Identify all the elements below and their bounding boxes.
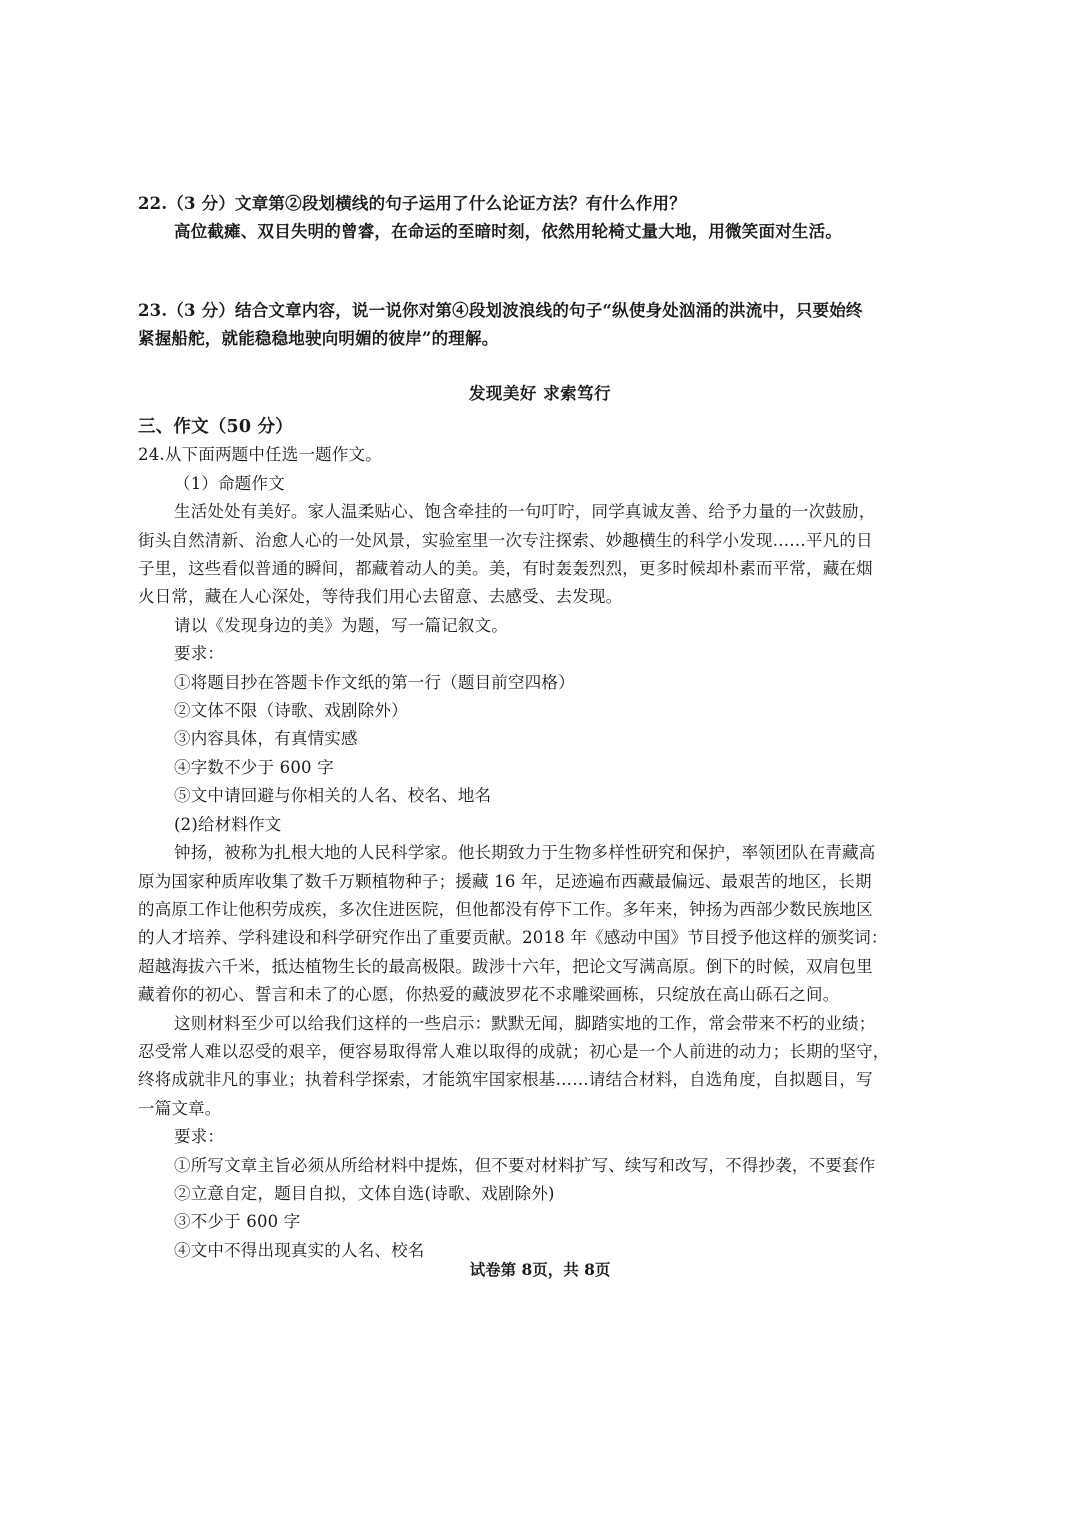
option-1-material: [138, 498, 938, 612]
question-23-line-1: 23.（3 分）结合文章内容，说一说你对第④段划波浪线的句子“纵使身处汹涌的洪流中，只要始终: [138, 301, 863, 320]
page-footer: 试卷第 8页，共 8页: [469, 1260, 611, 1279]
option-2-material-line: 原为国家种质库收集了数千万颗植物种子；援藏 16 年，足迹遍布西藏最偏远、最艰苦的地区，长期: [138, 871, 872, 891]
option-1-material-line: 子里，这些看似普通的瞬间，都藏着动人的美。美，有时轰轰烈烈，更多时候却朴素而平常，藏在烟: [138, 559, 873, 579]
option-2-prompt-line: 一篇文章。: [138, 1098, 222, 1118]
question-22-quote: 高位截瘫、双目失明的曾睿，在命运的至暗时刻，依然用轮椅丈量大地，用微笑面对生活。: [174, 222, 842, 242]
option-2-prompt-line: 忍受常人难以忍受的艰辛，便容易取得常人难以取得的成就；初心是一个人前进的动力；长期的坚守，: [138, 1041, 890, 1061]
option-2-material-line: 钟扬，被称为扎根大地的人民科学家。他长期致力于生物多样性研究和保护，率领团队在青藏高: [174, 843, 876, 863]
option-2-requirement: ④文中不得出现真实的人名、校名: [174, 1240, 425, 1260]
option-2-material: [138, 839, 938, 1009]
composition-heading: 三、作文（50 分）: [138, 417, 293, 437]
option-2-requirement: ③不少于 600 字: [174, 1212, 301, 1232]
option-2-requirement: ②立意自定，题目自拟，文体自选(诗歌、戏剧除外): [174, 1183, 555, 1203]
option-2-material-line: 超越海拔六千米，抵达植物生长的最高极限。跋涉十六年，把论文写满高原。倒下的时候，双肩包里: [138, 956, 873, 976]
option-2-requirement: ①所写文章主旨必须从所给材料中提炼，但不要对材料扩写、续写和改写，不得抄袭，不要套作: [174, 1155, 876, 1175]
option-1-requirement: ④字数不少于 600 字: [174, 757, 334, 777]
question-24: 24.从下面两题中任选一题作文。: [138, 445, 382, 465]
question-23-line-2: 紧握船舵，就能稳稳地驶向明媚的彼岸”的理解。: [138, 329, 499, 349]
section-title: 发现美好 求索笃行: [468, 384, 612, 403]
option-1-requirement: ⑤文中请回避与你相关的人名、校名、地名: [174, 786, 492, 806]
option-2-prompt-line: 这则材料至少可以给我们这样的一些启示：默默无闻，脚踏实地的工作，常会带来不朽的业绩；: [174, 1013, 876, 1033]
option-1-requirement: ②文体不限（诗歌、戏剧除外）: [174, 701, 408, 721]
option-1-requirement: ③内容具体，有真情实感: [174, 729, 358, 749]
question-22: [138, 190, 938, 247]
option-2-label: (2)给材料作文: [174, 814, 282, 834]
option-1-requirement: ①将题目抄在答题卡作文纸的第一行（题目前空四格）: [174, 672, 575, 692]
option-1-label: （1）命题作文: [174, 473, 285, 493]
option-1-instruction: 请以《发现身边的美》为题，写一篇记叙文。: [174, 615, 508, 635]
question-23: [138, 297, 938, 354]
composition-section: [138, 413, 938, 1265]
option-2-requirements-label: 要求：: [174, 1127, 225, 1147]
question-22-prompt: 22.（3 分）文章第②段划横线的句子运用了什么论证方法？有什么作用？: [138, 194, 686, 213]
option-2-prompt-line: 终将成就非凡的事业；执着科学探索，才能筑牢国家根基……请结合材料，自选角度，自拟题目，写: [138, 1070, 873, 1090]
option-2-material-line: 的高原工作让他积劳成疾，多次住进医院，但他都没有停下工作。多年来，钟扬为西部少数民族地区: [138, 899, 873, 919]
option-2-material-line: 的人才培养、学科建设和科学研究作出了重要贡献。2018 年《感动中国》节目授予他这样的颁奖词：: [138, 928, 888, 948]
option-1-material-line: 生活处处有美好。家人温柔贴心、饱含牵挂的一句叮咛，同学真诚友善、给予力量的一次鼓励，: [174, 502, 876, 522]
option-1-requirements-label: 要求：: [174, 644, 225, 664]
option-1-material-line: 街头自然清新、治愈人心的一处风景，实验室里一次专注探索、妙趣横生的科学小发现……平凡的日: [138, 530, 873, 550]
option-2-material-line: 藏着你的初心、誓言和未了的心愿，你热爱的藏波罗花不求雕梁画栋，只绽放在高山砾石之间。: [138, 985, 840, 1005]
option-1-material-line: 火日常，藏在人心深处，等待我们用心去留意、去感受、去发现。: [138, 587, 623, 607]
